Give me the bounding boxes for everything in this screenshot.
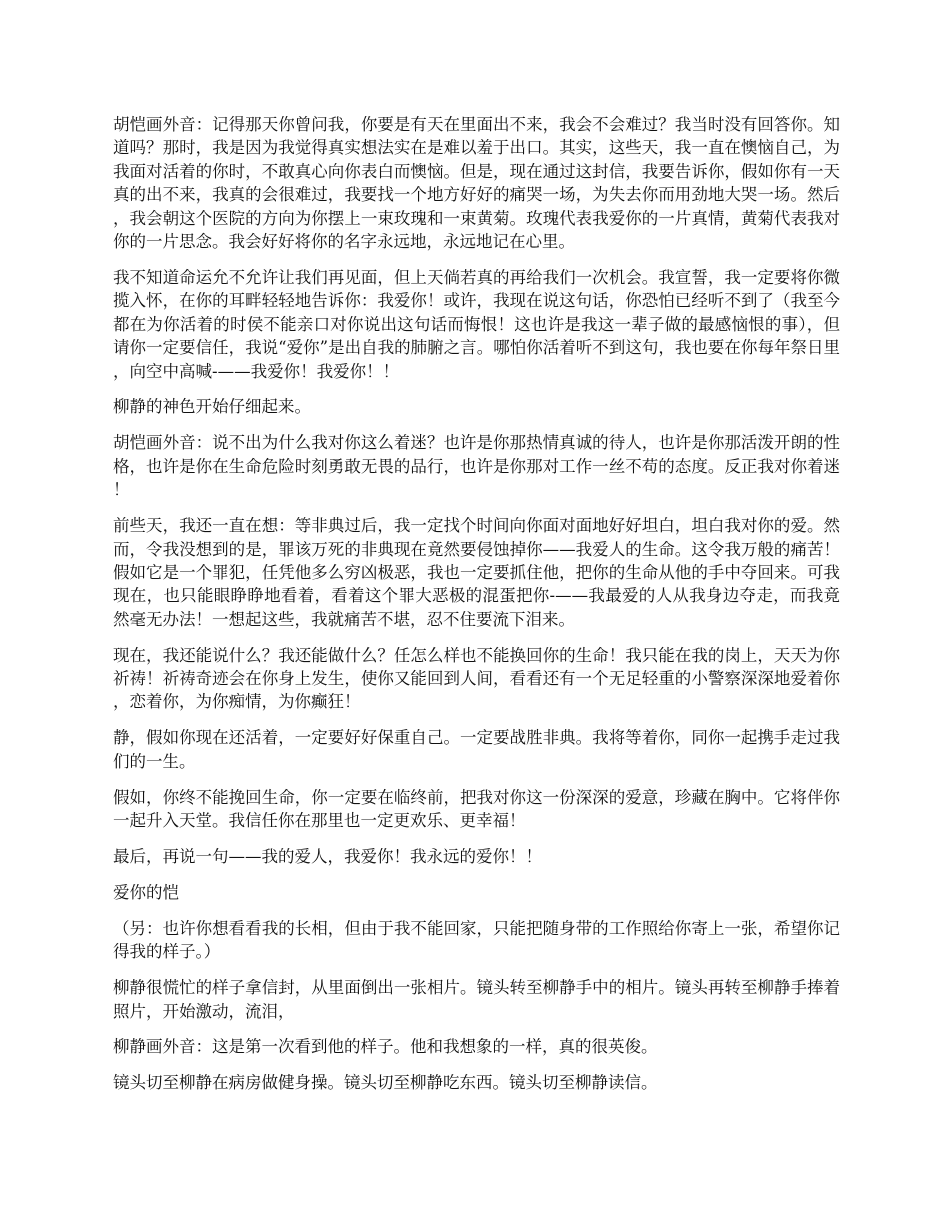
paragraph-8: 假如，你终不能挽回生命，你一定要在临终前，把我对你这一份深深的爱意，珍藏在胸中。它将伴你一起升入天堂。我信任你在那里也一定更欢乐、更幸福！ — [113, 787, 840, 831]
paragraph-7: 静，假如你现在还活着，一定要好好保重自己。一定要战胜非典。我将等着你，同你一起携手走过我们的一生。 — [113, 728, 840, 771]
paragraph-3: 柳静的神色开始仔细起来。 — [113, 397, 311, 417]
paragraph-9: 最后，再说一句——我的爱人，我爱你！我永远的爱你！！ — [113, 846, 542, 866]
paragraph-13: 柳静画外音：这是第一次看到他的样子。他和我想象的一样，真的很英俊。 — [113, 1037, 658, 1057]
paragraph-postscript: （另：也许你想看看我的长相，但由于我不能回家，只能把随身带的工作照给你寄上一张，希望你记得我的样子。） — [113, 918, 840, 962]
paragraph-4: 胡恺画外音：说不出为什么我对你这么着迷？也许是你那热情真诚的待人，也许是你那活泼开朗的性格，也许是你在生命危险时刻勇敢无畏的品行，也许是你那对工作一丝不苟的态度。反正我对你着迷！ — [113, 433, 840, 500]
paragraph-5: 前些天，我还一直在想：等非典过后，我一定找个时间向你面对面地好好坦白，坦白我对你的爱。然而，令我没想到的是，罪该万死的非典现在竟然要侵蚀掉你——我爱人的生命。这令我万般的痛苦！假如它是一个罪犯，任凭他多么穷凶极恶，我也一定要抓住他，把你的生命从他的手中夺回来。可我现在，也只能眼睁睁地看着，看着这个罪大恶极的混蛋把你-——我最爱的人从我身边夺走，而我竟然毫无办法！一想起这些，我就痛苦不堪，忍不住要流下泪来。 — [113, 516, 840, 629]
paragraph-2: 我不知道命运允不允许让我们再见面，但上天倘若真的再给我们一次机会。我宣誓，我一定要将你微揽入怀，在你的耳畔轻轻地告诉你：我爱你！或许，我现在说这句话，你恐怕已经听不到了（我至今都在为你活着的时侯不能亲口对你说出这句话而悔恨！这也许是我这一辈子做的最感恼恨的事），但请你一定要信任，我说“爱你”是出自我的肺腑之言。哪怕你活着听不到这句，我也要在你每年祭日里，向空中高喊-——我爱你！我爱你！！ — [113, 267, 840, 381]
signature-line: 爱你的恺 — [113, 882, 179, 902]
paragraph-14: 镜头切至柳静在病房做健身操。镜头切至柳静吃东西。镜头切至柳静读信。 — [113, 1073, 658, 1093]
paragraph-6: 现在，我还能说什么？我还能做什么？任怎么样也不能换回你的生命！我只能在我的岗上，天天为你祈祷！祈祷奇迹会在你身上发生，使你又能回到人间，看看还有一个无足轻重的小警察深深地爱着你，恋着你，为你痴情，为你癫狂！ — [113, 645, 840, 712]
paragraph-12: 柳静很慌忙的样子拿信封，从里面倒出一张相片。镜头转至柳静手中的相片。镜头再转至柳静手捧着照片，开始激动，流泪， — [113, 978, 840, 1021]
paragraph-1: 胡恺画外音：记得那天你曾问我，你要是有天在里面出不来，我会不会难过？我当时没有回答你。知道吗？那时，我是因为我觉得真实想法实在是难以羞于出口。其实，这些天，我一直在懊恼自己，为我面对活着的你时，不敢真心向你表白而懊恼。但是，现在通过这封信，我要告诉你，假如你有一天真的出不来，我真的会很难过，我要找一个地方好好的痛哭一场，为失去你而用劲地大哭一场。然后，我会朝这个医院的方向为你摆上一束玫瑰和一束黄菊。玫瑰代表我爱你的一片真情，黄菊代表我对你的一片思念。我会好好将你的名字永远地，永远地记在心里。 — [113, 115, 840, 252]
document-page — [113, 113, 840, 1107]
